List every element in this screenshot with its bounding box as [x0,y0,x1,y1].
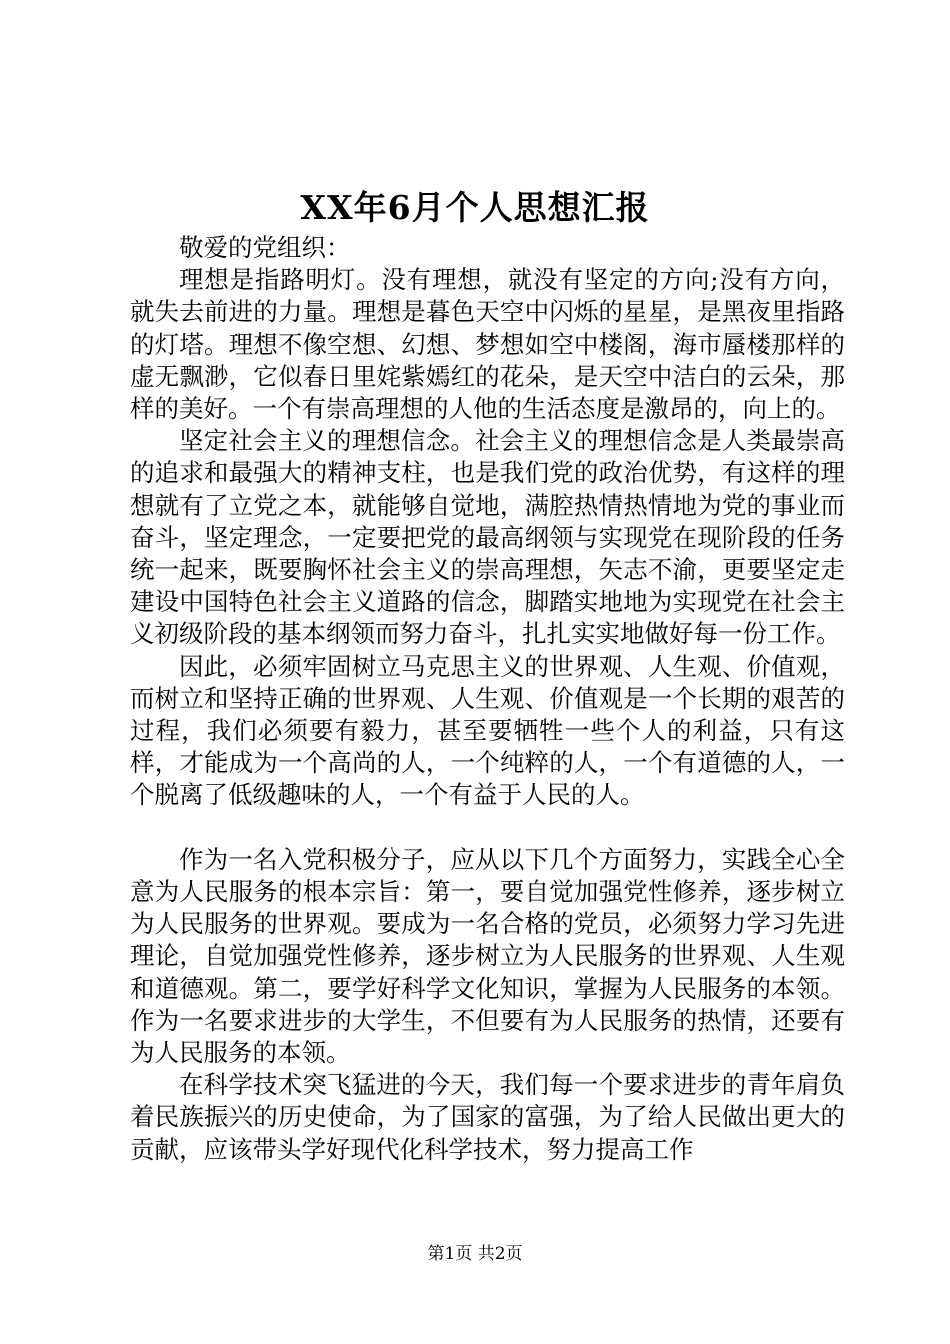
paragraph-2: 坚定社会主义的理想信念。社会主义的理想信念是人类最崇高的追求和最强大的精神支柱，也是我们党的政治优势，有这样的理想就有了立党之本，就能够自觉地，满腔热情热情地为党的事业而奋斗，坚定理念，一定要把党的最高纲领与实现党在现阶段的任务统一起来，既要胸怀社会主义的崇高理想，矢志不渝，更要坚定走建设中国特色社会主义道路的信念，脚踏实地地为实现党在社会主义初级阶段的基本纲领而努力奋斗，扎扎实实地做好每一份工作。 [130,426,845,649]
paragraph-spacer [130,812,845,844]
document-title: XX年6月个人思想汇报 [300,188,650,227]
salutation: 敬爱的党组织： [179,233,351,262]
paragraph-3: 因此，必须牢固树立马克思主义的世界观、人生观、价值观，而树立和坚持正确的世界观、人生观、价值观是一个长期的艰苦的过程，我们必须要有毅力，甚至要牺牲一些个人的利益，只有这样，才能成为一个高尚的人，一个纯粹的人，一个有道德的人，一个脱离了低级趣味的人，一个有益于人民的人。 [130,651,845,810]
page-footer: 第1页 共2页 [427,1244,523,1264]
paragraph-5: 在科学技术突飞猛进的今天，我们每一个要求进步的青年肩负着民族振兴的历史使命，为了国家的富强，为了给人民做出更大的贡献，应该带头学好现代化科学技术，努力提高工作 [130,1070,845,1164]
paragraph-4: 作为一名入党积极分子，应从以下几个方面努力，实践全心全意为人民服务的根本宗旨：第一，要自觉加强党性修养，逐步树立为人民服务的世界观。要成为一名合格的党员，必须努力学习先进理论，自觉加强党性修养，逐步树立为人民服务的世界观、人生观和道德观。第二，要学好科学文化知识，掌握为人民服务的本领。作为一名要求进步的大学生，不但要有为人民服务的热情，还要有为人民服务的本领。 [130,844,845,1068]
document-body [130,232,845,1166]
paragraph-1: 理想是指路明灯。没有理想，就没有坚定的方向;没有方向，就失去前进的力量。理想是暮色天空中闪烁的星星，是黑夜里指路的灯塔。理想不像空想、幻想、梦想如空中楼阁，海市蜃楼那样的虚无飘渺，它似春日里姹紫嫣红的花朵，是天空中洁白的云朵，那样的美好。一个有崇高理想的人他的生活态度是激昂的，向上的。 [130,265,845,424]
